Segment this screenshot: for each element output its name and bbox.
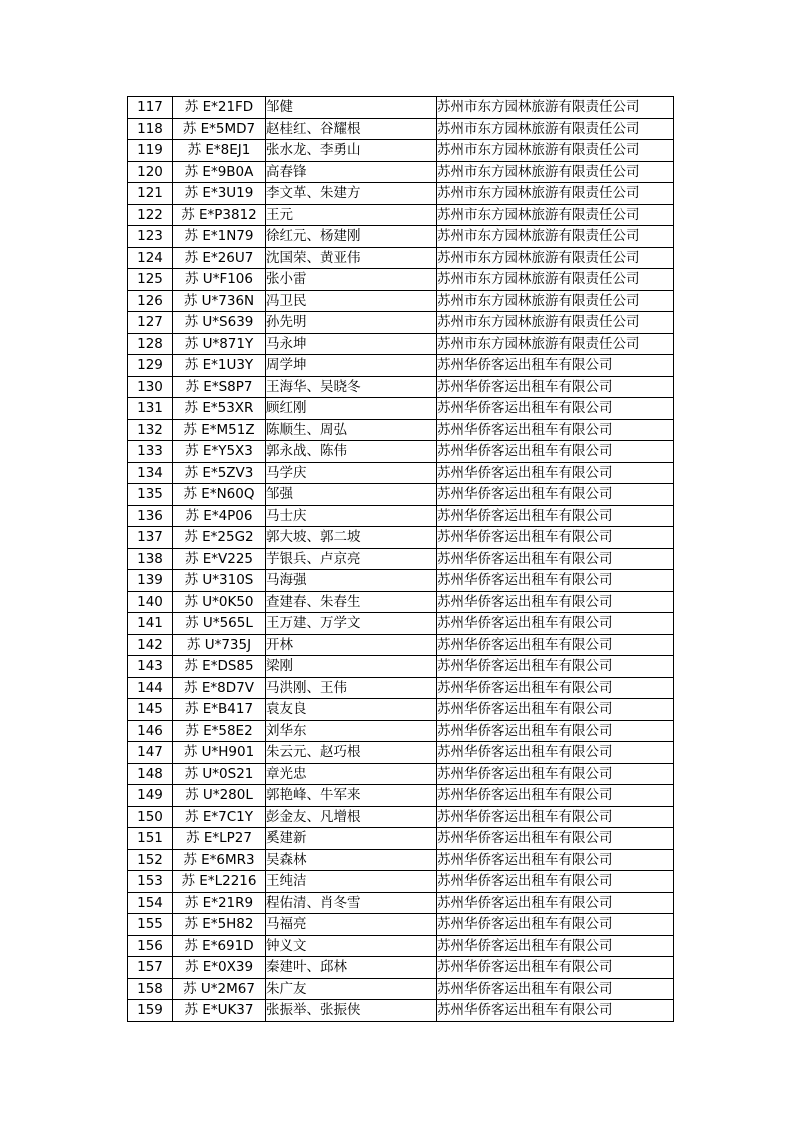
row-number-cell: 157 xyxy=(128,957,173,979)
company-name-cell: 苏州华侨客运出租车有限公司 xyxy=(437,806,674,828)
company-name-cell: 苏州华侨客运出租车有限公司 xyxy=(437,720,674,742)
table-row xyxy=(128,742,674,764)
table-row xyxy=(128,677,674,699)
row-number-cell: 139 xyxy=(128,570,173,592)
row-number-cell: 151 xyxy=(128,828,173,850)
company-name-cell: 苏州华侨客运出租车有限公司 xyxy=(437,376,674,398)
row-number-cell: 121 xyxy=(128,183,173,205)
company-name-cell: 苏州华侨客运出租车有限公司 xyxy=(437,677,674,699)
company-name-cell: 苏州华侨客运出租车有限公司 xyxy=(437,548,674,570)
driver-name-cell: 马海强 xyxy=(266,570,437,592)
plate-number-cell: 苏 U*0S21 xyxy=(173,763,266,785)
table-row xyxy=(128,1000,674,1022)
company-name-cell: 苏州华侨客运出租车有限公司 xyxy=(437,462,674,484)
row-number-cell: 133 xyxy=(128,441,173,463)
driver-name-cell: 秦建叶、邱林 xyxy=(266,957,437,979)
row-number-cell: 158 xyxy=(128,978,173,1000)
company-name-cell: 苏州华侨客运出租车有限公司 xyxy=(437,763,674,785)
driver-name-cell: 芋银兵、卢京亮 xyxy=(266,548,437,570)
plate-number-cell: 苏 E*1N79 xyxy=(173,226,266,248)
driver-name-cell: 章光忠 xyxy=(266,763,437,785)
driver-name-cell: 张水龙、李勇山 xyxy=(266,140,437,162)
plate-number-cell: 苏 E*V225 xyxy=(173,548,266,570)
row-number-cell: 147 xyxy=(128,742,173,764)
table-row xyxy=(128,484,674,506)
company-name-cell: 苏州市东方园林旅游有限责任公司 xyxy=(437,333,674,355)
row-number-cell: 118 xyxy=(128,118,173,140)
driver-name-cell: 陈顺生、周弘 xyxy=(266,419,437,441)
driver-name-cell: 王元 xyxy=(266,204,437,226)
driver-name-cell: 赵桂红、谷耀根 xyxy=(266,118,437,140)
driver-name-cell: 高春锋 xyxy=(266,161,437,183)
row-number-cell: 134 xyxy=(128,462,173,484)
company-name-cell: 苏州华侨客运出租车有限公司 xyxy=(437,591,674,613)
plate-number-cell: 苏 E*UK37 xyxy=(173,1000,266,1022)
plate-number-cell: 苏 E*21FD xyxy=(173,97,266,119)
driver-name-cell: 马福亮 xyxy=(266,914,437,936)
table-row xyxy=(128,140,674,162)
row-number-cell: 130 xyxy=(128,376,173,398)
table-row xyxy=(128,441,674,463)
driver-name-cell: 王海华、吴晓冬 xyxy=(266,376,437,398)
driver-name-cell: 张小雷 xyxy=(266,269,437,291)
company-name-cell: 苏州华侨客运出租车有限公司 xyxy=(437,656,674,678)
row-number-cell: 153 xyxy=(128,871,173,893)
company-name-cell: 苏州华侨客运出租车有限公司 xyxy=(437,914,674,936)
company-name-cell: 苏州华侨客运出租车有限公司 xyxy=(437,398,674,420)
plate-number-cell: 苏 E*5ZV3 xyxy=(173,462,266,484)
plate-number-cell: 苏 U*735J xyxy=(173,634,266,656)
plate-number-cell: 苏 E*9B0A xyxy=(173,161,266,183)
row-number-cell: 152 xyxy=(128,849,173,871)
plate-number-cell: 苏 E*B417 xyxy=(173,699,266,721)
row-number-cell: 136 xyxy=(128,505,173,527)
driver-name-cell: 孙先明 xyxy=(266,312,437,334)
driver-name-cell: 王万建、万学文 xyxy=(266,613,437,635)
table-row xyxy=(128,699,674,721)
driver-name-cell: 朱广友 xyxy=(266,978,437,1000)
row-number-cell: 144 xyxy=(128,677,173,699)
plate-number-cell: 苏 E*7C1Y xyxy=(173,806,266,828)
plate-number-cell: 苏 E*26U7 xyxy=(173,247,266,269)
driver-name-cell: 袁友良 xyxy=(266,699,437,721)
driver-name-cell: 马洪刚、王伟 xyxy=(266,677,437,699)
company-name-cell: 苏州华侨客运出租车有限公司 xyxy=(437,613,674,635)
driver-name-cell: 吴森林 xyxy=(266,849,437,871)
row-number-cell: 155 xyxy=(128,914,173,936)
driver-name-cell: 梁刚 xyxy=(266,656,437,678)
plate-number-cell: 苏 E*53XR xyxy=(173,398,266,420)
driver-name-cell: 王纯洁 xyxy=(266,871,437,893)
driver-name-cell: 开林 xyxy=(266,634,437,656)
table-row xyxy=(128,978,674,1000)
plate-number-cell: 苏 U*F106 xyxy=(173,269,266,291)
driver-name-cell: 李文革、朱建方 xyxy=(266,183,437,205)
driver-name-cell: 郭永战、陈伟 xyxy=(266,441,437,463)
driver-name-cell: 冯卫民 xyxy=(266,290,437,312)
row-number-cell: 137 xyxy=(128,527,173,549)
row-number-cell: 117 xyxy=(128,97,173,119)
plate-number-cell: 苏 U*736N xyxy=(173,290,266,312)
company-name-cell: 苏州华侨客运出租车有限公司 xyxy=(437,935,674,957)
row-number-cell: 138 xyxy=(128,548,173,570)
company-name-cell: 苏州华侨客运出租车有限公司 xyxy=(437,849,674,871)
driver-name-cell: 奚建新 xyxy=(266,828,437,850)
table-row xyxy=(128,290,674,312)
plate-number-cell: 苏 E*58E2 xyxy=(173,720,266,742)
table-row xyxy=(128,269,674,291)
company-name-cell: 苏州华侨客运出租车有限公司 xyxy=(437,742,674,764)
row-number-cell: 159 xyxy=(128,1000,173,1022)
table-row xyxy=(128,161,674,183)
driver-name-cell: 查建春、朱春生 xyxy=(266,591,437,613)
company-name-cell: 苏州华侨客运出租车有限公司 xyxy=(437,570,674,592)
plate-number-cell: 苏 E*8EJ1 xyxy=(173,140,266,162)
driver-name-cell: 沈国荣、黄亚伟 xyxy=(266,247,437,269)
driver-name-cell: 顾红刚 xyxy=(266,398,437,420)
table-row xyxy=(128,849,674,871)
row-number-cell: 125 xyxy=(128,269,173,291)
company-name-cell: 苏州华侨客运出租车有限公司 xyxy=(437,1000,674,1022)
plate-number-cell: 苏 U*2M67 xyxy=(173,978,266,1000)
table-row xyxy=(128,828,674,850)
plate-number-cell: 苏 E*25G2 xyxy=(173,527,266,549)
row-number-cell: 150 xyxy=(128,806,173,828)
table-row xyxy=(128,527,674,549)
row-number-cell: 149 xyxy=(128,785,173,807)
row-number-cell: 145 xyxy=(128,699,173,721)
driver-name-cell: 郭大坡、郭二坡 xyxy=(266,527,437,549)
plate-number-cell: 苏 U*280L xyxy=(173,785,266,807)
company-name-cell: 苏州华侨客运出租车有限公司 xyxy=(437,957,674,979)
row-number-cell: 143 xyxy=(128,656,173,678)
table-row xyxy=(128,376,674,398)
table-row xyxy=(128,570,674,592)
table-row xyxy=(128,613,674,635)
plate-number-cell: 苏 E*0X39 xyxy=(173,957,266,979)
table-row xyxy=(128,914,674,936)
table-row xyxy=(128,312,674,334)
row-number-cell: 141 xyxy=(128,613,173,635)
table-row xyxy=(128,806,674,828)
company-name-cell: 苏州市东方园林旅游有限责任公司 xyxy=(437,226,674,248)
company-name-cell: 苏州华侨客运出租车有限公司 xyxy=(437,828,674,850)
row-number-cell: 120 xyxy=(128,161,173,183)
driver-name-cell: 周学坤 xyxy=(266,355,437,377)
row-number-cell: 126 xyxy=(128,290,173,312)
company-name-cell: 苏州华侨客运出租车有限公司 xyxy=(437,699,674,721)
plate-number-cell: 苏 E*8D7V xyxy=(173,677,266,699)
table-row xyxy=(128,935,674,957)
company-name-cell: 苏州市东方园林旅游有限责任公司 xyxy=(437,140,674,162)
plate-number-cell: 苏 E*DS85 xyxy=(173,656,266,678)
company-name-cell: 苏州市东方园林旅游有限责任公司 xyxy=(437,97,674,119)
plate-number-cell: 苏 E*5H82 xyxy=(173,914,266,936)
row-number-cell: 131 xyxy=(128,398,173,420)
row-number-cell: 123 xyxy=(128,226,173,248)
row-number-cell: 142 xyxy=(128,634,173,656)
table-row xyxy=(128,247,674,269)
company-name-cell: 苏州市东方园林旅游有限责任公司 xyxy=(437,247,674,269)
company-name-cell: 苏州华侨客运出租车有限公司 xyxy=(437,978,674,1000)
row-number-cell: 122 xyxy=(128,204,173,226)
driver-name-cell: 邹强 xyxy=(266,484,437,506)
company-name-cell: 苏州华侨客运出租车有限公司 xyxy=(437,484,674,506)
company-name-cell: 苏州市东方园林旅游有限责任公司 xyxy=(437,312,674,334)
company-name-cell: 苏州市东方园林旅游有限责任公司 xyxy=(437,183,674,205)
row-number-cell: 140 xyxy=(128,591,173,613)
table-row xyxy=(128,548,674,570)
plate-number-cell: 苏 E*5MD7 xyxy=(173,118,266,140)
table-row xyxy=(128,656,674,678)
plate-number-cell: 苏 E*P3812 xyxy=(173,204,266,226)
table-row xyxy=(128,462,674,484)
plate-number-cell: 苏 E*691D xyxy=(173,935,266,957)
plate-number-cell: 苏 U*565L xyxy=(173,613,266,635)
table-row xyxy=(128,505,674,527)
driver-name-cell: 张振举、张振侠 xyxy=(266,1000,437,1022)
roster-table-body xyxy=(128,97,674,1022)
table-row xyxy=(128,785,674,807)
table-row xyxy=(128,226,674,248)
company-name-cell: 苏州华侨客运出租车有限公司 xyxy=(437,785,674,807)
row-number-cell: 129 xyxy=(128,355,173,377)
plate-number-cell: 苏 U*0K50 xyxy=(173,591,266,613)
row-number-cell: 146 xyxy=(128,720,173,742)
driver-name-cell: 邹健 xyxy=(266,97,437,119)
table-row xyxy=(128,204,674,226)
plate-number-cell: 苏 E*21R9 xyxy=(173,892,266,914)
plate-number-cell: 苏 E*S8P7 xyxy=(173,376,266,398)
table-row xyxy=(128,333,674,355)
plate-number-cell: 苏 U*H901 xyxy=(173,742,266,764)
table-row xyxy=(128,118,674,140)
company-name-cell: 苏州市东方园林旅游有限责任公司 xyxy=(437,204,674,226)
row-number-cell: 156 xyxy=(128,935,173,957)
company-name-cell: 苏州市东方园林旅游有限责任公司 xyxy=(437,118,674,140)
plate-number-cell: 苏 E*M51Z xyxy=(173,419,266,441)
table-row xyxy=(128,591,674,613)
table-row xyxy=(128,355,674,377)
row-number-cell: 128 xyxy=(128,333,173,355)
plate-number-cell: 苏 E*N60Q xyxy=(173,484,266,506)
driver-name-cell: 钟义文 xyxy=(266,935,437,957)
roster-table xyxy=(127,96,674,1022)
table-row xyxy=(128,871,674,893)
table-row xyxy=(128,419,674,441)
row-number-cell: 119 xyxy=(128,140,173,162)
table-row xyxy=(128,183,674,205)
row-number-cell: 148 xyxy=(128,763,173,785)
plate-number-cell: 苏 E*LP27 xyxy=(173,828,266,850)
row-number-cell: 135 xyxy=(128,484,173,506)
company-name-cell: 苏州华侨客运出租车有限公司 xyxy=(437,892,674,914)
table-row xyxy=(128,763,674,785)
plate-number-cell: 苏 U*S639 xyxy=(173,312,266,334)
plate-number-cell: 苏 E*1U3Y xyxy=(173,355,266,377)
company-name-cell: 苏州华侨客运出租车有限公司 xyxy=(437,441,674,463)
company-name-cell: 苏州市东方园林旅游有限责任公司 xyxy=(437,269,674,291)
plate-number-cell: 苏 E*Y5X3 xyxy=(173,441,266,463)
plate-number-cell: 苏 U*310S xyxy=(173,570,266,592)
plate-number-cell: 苏 E*6MR3 xyxy=(173,849,266,871)
company-name-cell: 苏州华侨客运出租车有限公司 xyxy=(437,355,674,377)
company-name-cell: 苏州华侨客运出租车有限公司 xyxy=(437,527,674,549)
row-number-cell: 124 xyxy=(128,247,173,269)
row-number-cell: 132 xyxy=(128,419,173,441)
company-name-cell: 苏州市东方园林旅游有限责任公司 xyxy=(437,290,674,312)
driver-name-cell: 朱云元、赵巧根 xyxy=(266,742,437,764)
table-row xyxy=(128,97,674,119)
company-name-cell: 苏州华侨客运出租车有限公司 xyxy=(437,871,674,893)
company-name-cell: 苏州华侨客运出租车有限公司 xyxy=(437,634,674,656)
table-row xyxy=(128,720,674,742)
driver-name-cell: 马学庆 xyxy=(266,462,437,484)
table-row xyxy=(128,892,674,914)
plate-number-cell: 苏 U*871Y xyxy=(173,333,266,355)
row-number-cell: 127 xyxy=(128,312,173,334)
company-name-cell: 苏州华侨客运出租车有限公司 xyxy=(437,419,674,441)
plate-number-cell: 苏 E*4P06 xyxy=(173,505,266,527)
driver-name-cell: 刘华东 xyxy=(266,720,437,742)
driver-name-cell: 马永坤 xyxy=(266,333,437,355)
driver-name-cell: 徐红元、杨建刚 xyxy=(266,226,437,248)
table-row xyxy=(128,634,674,656)
driver-name-cell: 郭艳峰、牛军来 xyxy=(266,785,437,807)
driver-name-cell: 马士庆 xyxy=(266,505,437,527)
plate-number-cell: 苏 E*L2216 xyxy=(173,871,266,893)
driver-name-cell: 彭金友、凡增根 xyxy=(266,806,437,828)
row-number-cell: 154 xyxy=(128,892,173,914)
table-row xyxy=(128,398,674,420)
table-row xyxy=(128,957,674,979)
driver-name-cell: 程佑清、肖冬雪 xyxy=(266,892,437,914)
company-name-cell: 苏州华侨客运出租车有限公司 xyxy=(437,505,674,527)
company-name-cell: 苏州市东方园林旅游有限责任公司 xyxy=(437,161,674,183)
plate-number-cell: 苏 E*3U19 xyxy=(173,183,266,205)
